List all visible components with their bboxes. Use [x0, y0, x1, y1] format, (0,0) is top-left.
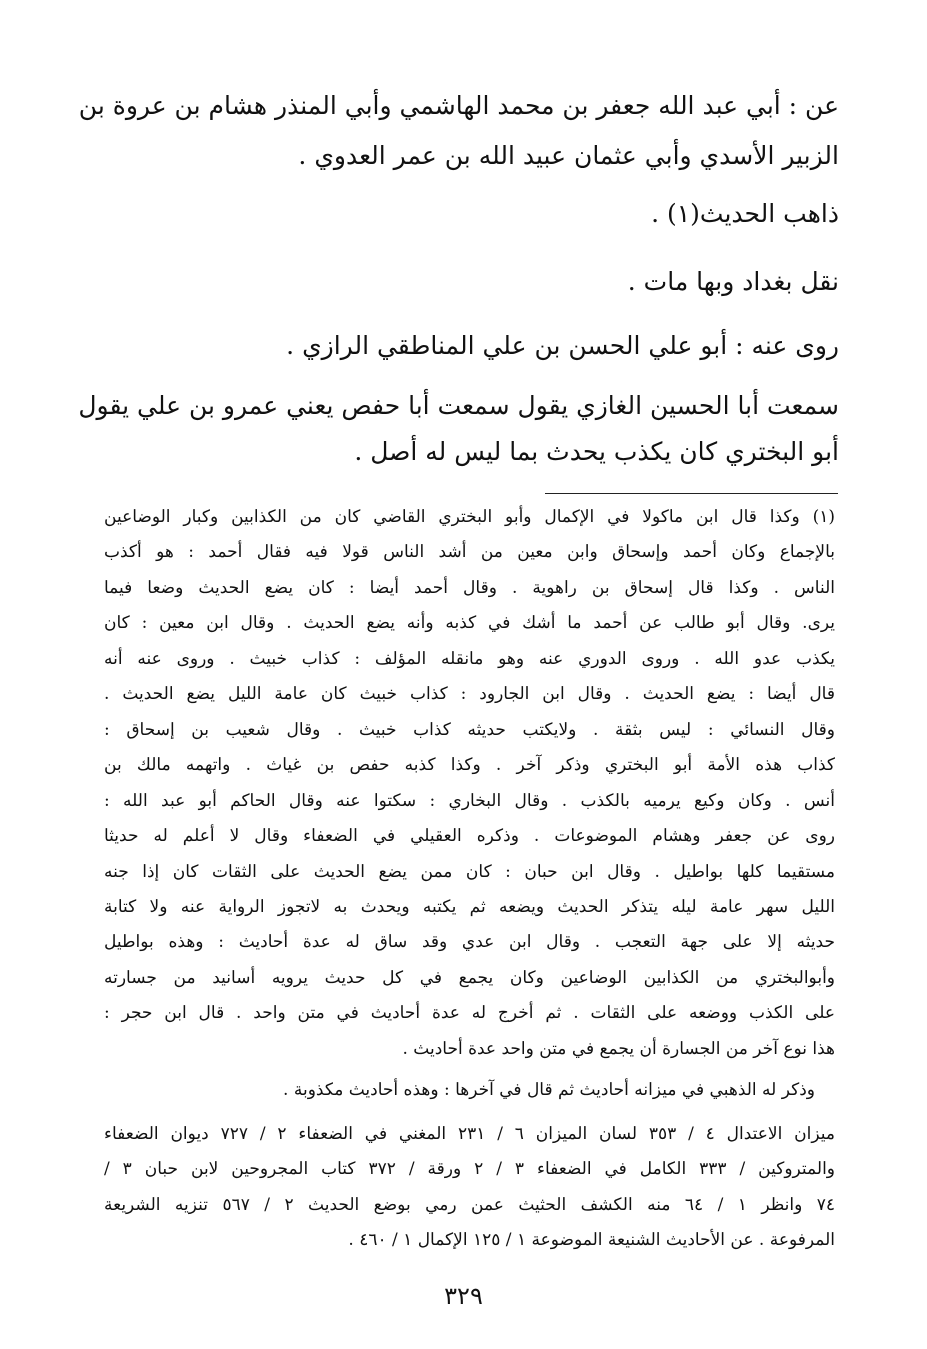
footnote-line: قال أيضا : يضع الحديث . وقال ابن الجارود : كذاب خبيث كان عامة الليل يضع الحديث . [104, 684, 835, 704]
main-text-line: الزبير الأسدي وأبي عثمان عبيد الله بن عمر العدوي . [298, 141, 839, 170]
main-text-line: نقل بغداد وبها مات . [627, 267, 839, 296]
footnote-line: بالإجماع وكان أحمد وإسحاق وابن معين من أشد الناس قولا فيه فقال أحمد : هو أكذب [104, 542, 835, 562]
footnote-line: وأبوالبختري من الكذابين الوضاعين وكان يجمع في كل حديث يرويه أسانيد من جسارته [104, 968, 835, 988]
footnote-line: ٧٤ وانظر ١ / ٦٤ منه الكشف الحثيث عمن رمي بوضع الحديث ٢ / ٥٦٧ تنزيه الشريعة [104, 1195, 835, 1215]
page-number: ٣٢٩ [444, 1282, 483, 1310]
main-text-line: عن : أبي عبد الله جعفر بن محمد الهاشمي وأبي المنذر هشام بن عروة بن [78, 91, 839, 120]
footnote-line: على الكذب ووضعه على الثقات . ثم أخرج له عدة أحاديث في متن واحد . قال ابن حجر : [104, 1003, 835, 1023]
footnote-line: (١) وكذا قال ابن ماكولا في الإكمال وأبو البختري القاضي كان من الكذابين وكبار الوضاعين [104, 507, 835, 527]
footnote-line: يكذب عدو الله . وروى الدوري عنه وهو مانقله المؤلف : كذاب خبيث . وروى عنه أنه [104, 649, 835, 669]
footnote-line: والمتروكين / ٣٣٣ الكامل في الضعفاء ٣ / ٢ ورقة / ٣٧٢ كتاب المجروحين لابن حبان ٣ / [104, 1159, 835, 1179]
footnote-line: حديثه إلا على جهة التعجب . وقال ابن عدي وقد ساق له عدة أحاديث : وهذه بواطيل [104, 932, 835, 952]
main-text-line: روى عنه : أبو علي الحسن بن علي المناطقي الرازي . [286, 331, 839, 360]
footnote-line: المرفوعة . عن الأحاديث الشنيعة الموضوعة ١ / ١٢٥ الإكمال ١ / ٤٦٠ . [348, 1230, 835, 1250]
footnote-line: يرى. وقال أبو طالب عن أحمد ما أشك في كذبه وأنه يضع الحديث . وقال ابن معين : كان [104, 613, 835, 633]
footnote-line: وقال النسائي : ليس بثقة . ولايكتب حديثه كذاب خبيث . وقال شعيب بن إسحاق : [104, 720, 835, 740]
footnote-line: كذاب هذه الأمة أبو البختري وذكر آخر . وكذا كذبه حفص بن غياث . واتهمه مالك بن [104, 755, 835, 775]
footnote-separator [545, 493, 838, 494]
footnote-line: أنس . وكان وكيع يرميه بالكذب . وقال البخاري : سكتوا عنه وقال الحاكم أبو عبد الله : [104, 791, 835, 811]
main-text-line: ذاهب الحديث(١) . [651, 199, 839, 228]
footnote-line: روى عن جعفر وهشام الموضوعات . وذكره العقيلي في الضعفاء وقال لا أعلم له حديثا [104, 826, 835, 846]
footnote-line: وذكر له الذهبي في ميزانه أحاديث ثم قال في آخرها : وهذه أحاديث مكذوبة . [283, 1080, 815, 1100]
footnote-line: الناس . وكذا قال إسحاق بن راهوية . وقال أحمد أيضا : كان يضع الحديث وضعا فيما [104, 578, 835, 598]
main-text-line: أبو البختري كان يكذب يحدث بما ليس له أصل . [354, 437, 839, 466]
footnote-line: هذا نوع آخر من الجسارة أن يجمع في متن واحد عدة أحاديث . [402, 1039, 835, 1059]
footnote-line: مستقيما كلها بواطيل . وقال ابن حبان : كان ممن يضع الحديث على الثقات كان إذا جنه [104, 862, 835, 882]
footnote-line: الليل سهر عامة ليله يتذكر الحديث ويضعه ثم يكتبه ويحدث به لاتجوز الرواية عنه ولا كتابة [104, 897, 835, 917]
footnote-line: ميزان الاعتدال ٤ / ٣٥٣ لسان الميزان ٦ / ٢٣١ المغني في الضعفاء ٢ / ٧٢٧ ديوان الضعفاء [104, 1124, 835, 1144]
main-text-line: سمعت أبا الحسين الغازي يقول سمعت أبا حفص يعني عمرو بن علي يقول [78, 391, 839, 420]
